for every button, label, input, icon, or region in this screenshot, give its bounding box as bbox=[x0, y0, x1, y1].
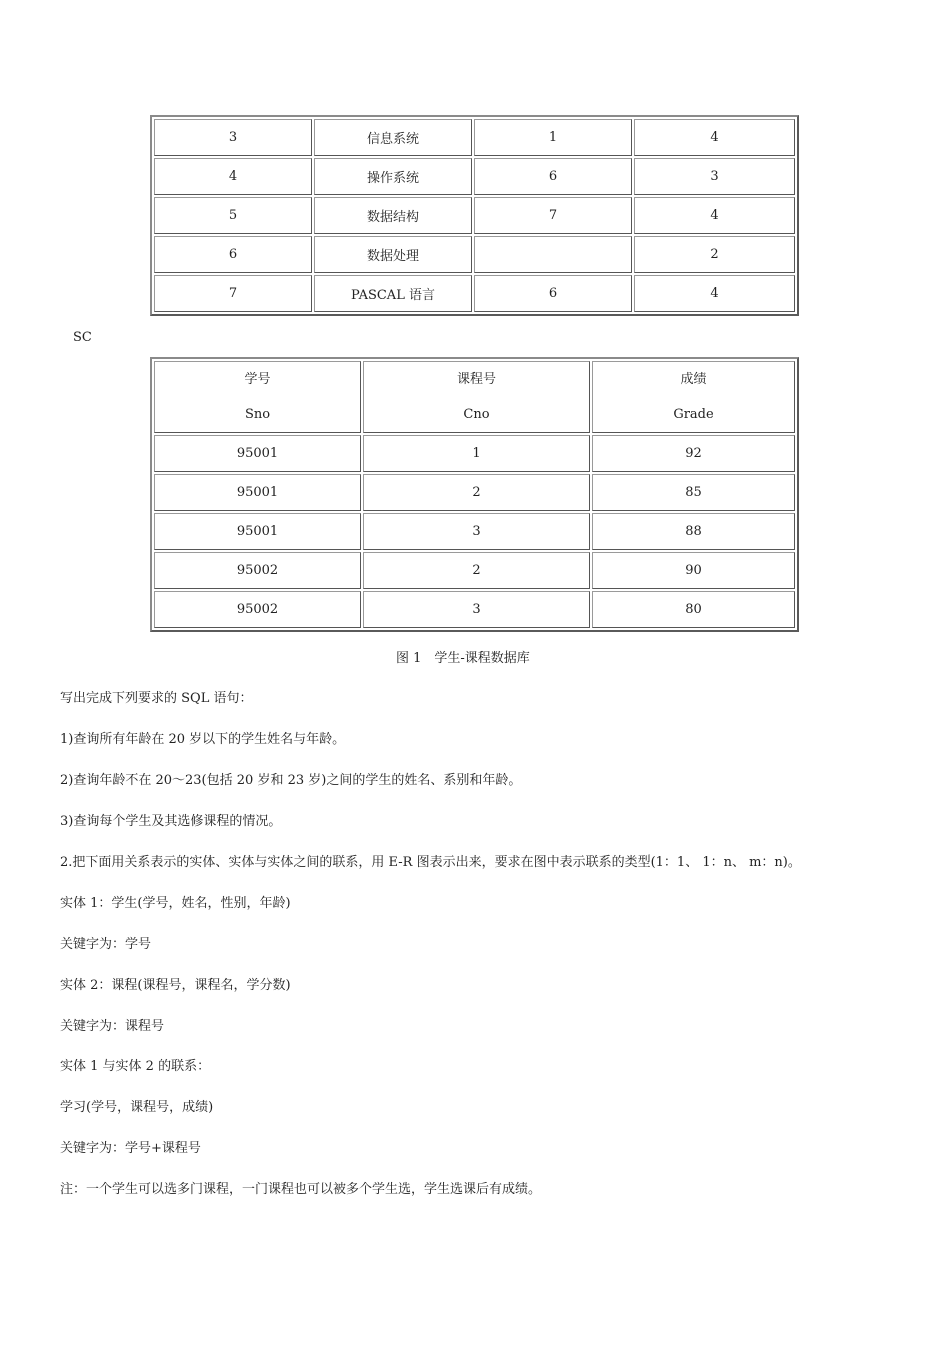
header-en: Cno bbox=[463, 407, 490, 422]
table-cell: 操作系统 bbox=[314, 158, 472, 195]
table-cell: 7 bbox=[154, 275, 312, 312]
table-cell: 95001 bbox=[154, 513, 361, 550]
header-cn: 学号 bbox=[244, 372, 271, 387]
header-en: Grade bbox=[673, 407, 714, 422]
question-1: 1)查询所有年龄在 20 岁以下的学生姓名与年龄。 bbox=[60, 732, 346, 747]
table-cell: 2 bbox=[363, 474, 590, 511]
table-cell: 4 bbox=[634, 197, 795, 234]
table-row bbox=[154, 513, 795, 550]
header-en: Sno bbox=[244, 407, 271, 422]
figure-caption: 图 1 学生-课程数据库 bbox=[396, 651, 530, 666]
entity-1: 实体 1：学生(学号，姓名，性别，年龄) bbox=[60, 896, 291, 911]
table-cell: 80 bbox=[592, 591, 795, 628]
table-row bbox=[154, 552, 795, 589]
table-cell: 4 bbox=[634, 275, 795, 312]
entity-2: 实体 2：课程(课程号，课程名，学分数) bbox=[60, 978, 291, 993]
table-cell: 90 bbox=[592, 552, 795, 589]
table-cell: 4 bbox=[154, 158, 312, 195]
table-cell: 信息系统 bbox=[314, 119, 472, 156]
table-cell: 88 bbox=[592, 513, 795, 550]
table-cell: 7 bbox=[474, 197, 632, 234]
table-header-row bbox=[154, 361, 795, 433]
table-row bbox=[154, 119, 795, 156]
question-2: 2)查询年龄不在 20～23(包括 20 岁和 23 岁)之间的学生的姓名、系别和年龄。 bbox=[60, 773, 522, 788]
table-cell: PASCAL 语言 bbox=[314, 275, 472, 312]
table-row bbox=[154, 474, 795, 511]
entity-2-key: 关键字为：课程号 bbox=[60, 1019, 165, 1034]
relationship: 学习(学号，课程号，成绩) bbox=[60, 1100, 214, 1115]
table-cell: 2 bbox=[363, 552, 590, 589]
header-cn: 成绩 bbox=[680, 372, 707, 387]
table-cell: 数据处理 bbox=[314, 236, 472, 273]
table-cell: 6 bbox=[474, 158, 632, 195]
sql-intro: 写出完成下列要求的 SQL 语句： bbox=[60, 691, 253, 706]
table-cell: 1 bbox=[474, 119, 632, 156]
note: 注：一个学生可以选多门课程，一门课程也可以被多个学生选，学生选课后有成绩。 bbox=[60, 1182, 542, 1197]
relationship-key: 关键字为：学号+课程号 bbox=[60, 1141, 201, 1156]
table-cell: 3 bbox=[154, 119, 312, 156]
table-row bbox=[154, 275, 795, 312]
er-question: 2.把下面用关系表示的实体、实体与实体之间的联系，用 E-R 图表示出来，要求在图中表示联系的类型(1：1、 1：n、 m：n)。 bbox=[60, 855, 801, 870]
header-cn: 课程号 bbox=[456, 372, 496, 387]
table-cell: 1 bbox=[363, 435, 590, 472]
header-cell-cno bbox=[363, 361, 590, 433]
relationship-heading: 实体 1 与实体 2 的联系： bbox=[60, 1059, 211, 1074]
table-cell: 95001 bbox=[154, 474, 361, 511]
table-cell: 3 bbox=[363, 591, 590, 628]
table-cell: 92 bbox=[592, 435, 795, 472]
question-3: 3)查询每个学生及其选修课程的情况。 bbox=[60, 814, 282, 829]
table-row bbox=[154, 236, 795, 273]
header-cell-grade bbox=[592, 361, 795, 433]
table-row bbox=[154, 591, 795, 628]
table-cell: 95002 bbox=[154, 552, 361, 589]
table-cell: 6 bbox=[474, 275, 632, 312]
course-table bbox=[150, 115, 799, 316]
header-cell-sno bbox=[154, 361, 361, 433]
table-cell: 5 bbox=[154, 197, 312, 234]
table-cell: 95002 bbox=[154, 591, 361, 628]
table-row bbox=[154, 197, 795, 234]
table-cell: 4 bbox=[634, 119, 795, 156]
table-row bbox=[154, 435, 795, 472]
table-cell: 6 bbox=[154, 236, 312, 273]
sc-table bbox=[150, 357, 799, 632]
table-cell: 3 bbox=[363, 513, 590, 550]
entity-1-key: 关键字为：学号 bbox=[60, 937, 152, 952]
sc-table-label: SC bbox=[73, 330, 92, 345]
table-cell: 85 bbox=[592, 474, 795, 511]
table-cell bbox=[474, 236, 632, 273]
table-cell: 95001 bbox=[154, 435, 361, 472]
table-cell: 2 bbox=[634, 236, 795, 273]
table-cell: 数据结构 bbox=[314, 197, 472, 234]
table-cell: 3 bbox=[634, 158, 795, 195]
table-row bbox=[154, 158, 795, 195]
